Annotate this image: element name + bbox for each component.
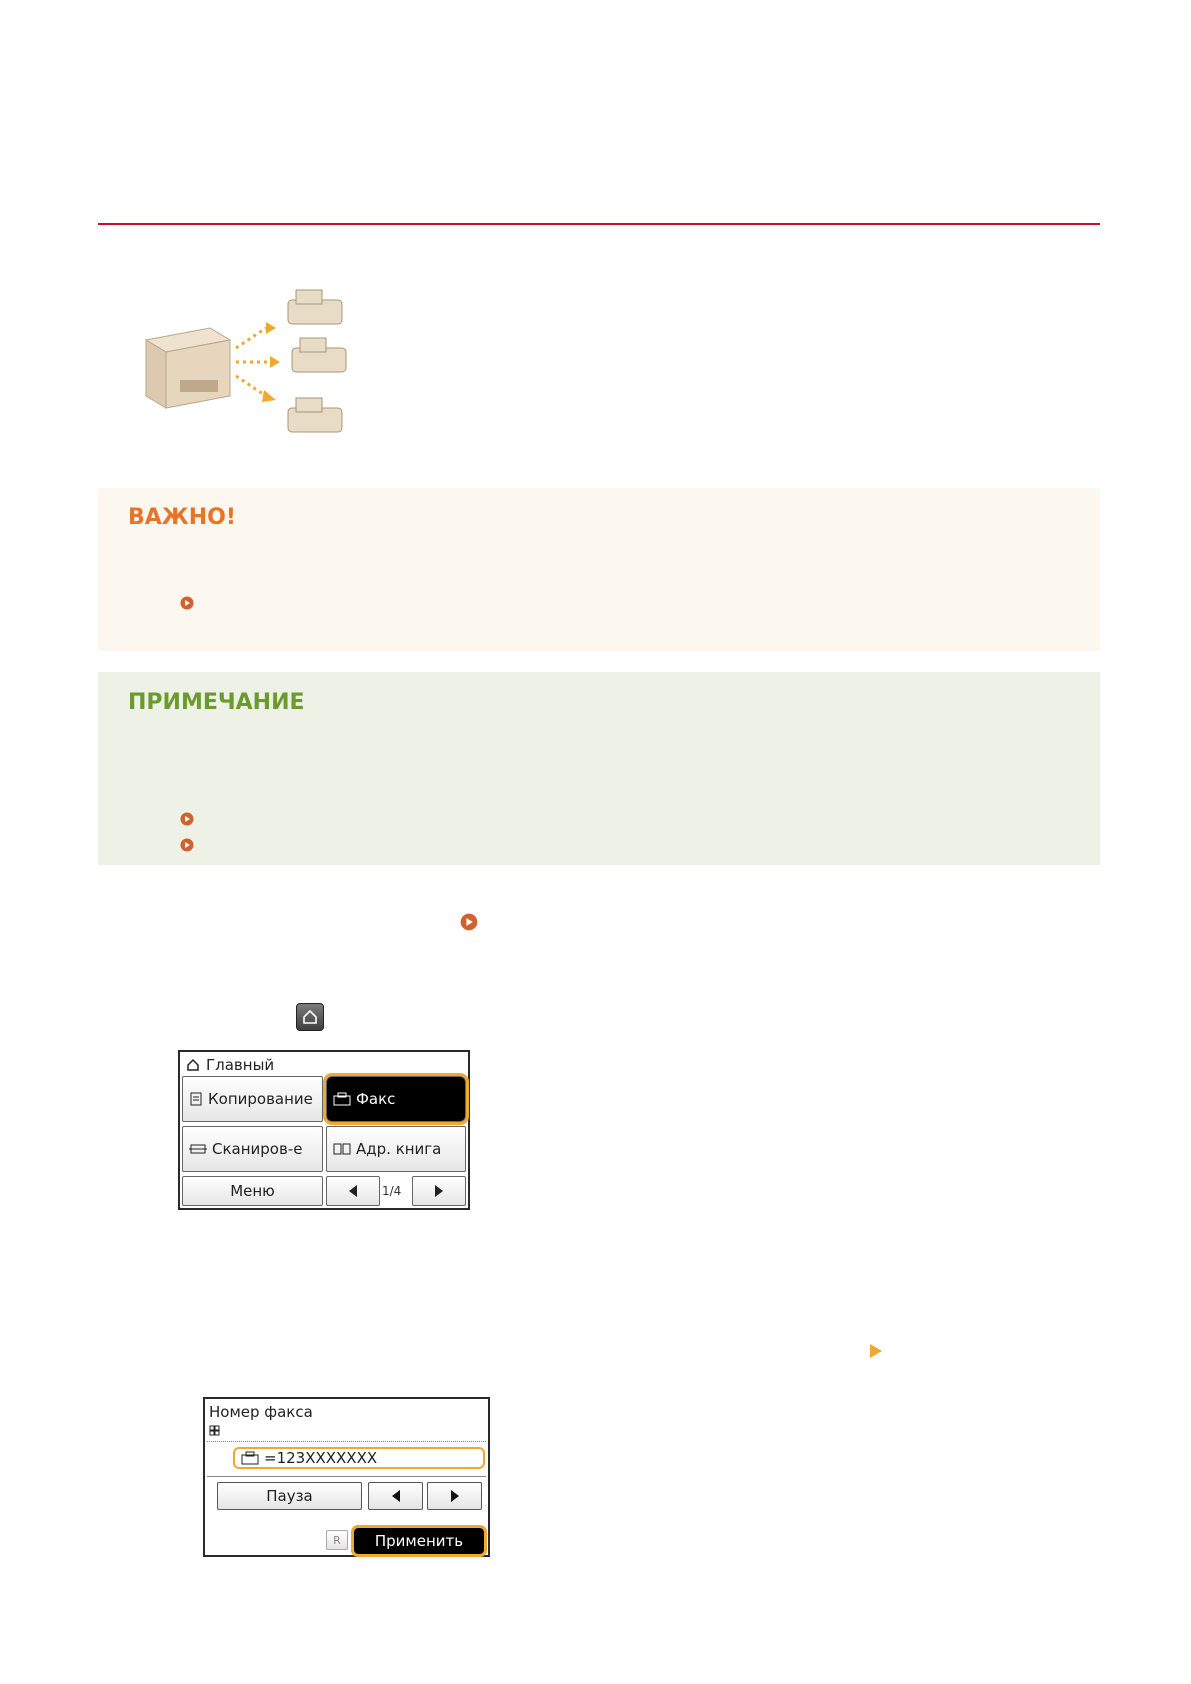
copy-icon <box>189 1092 203 1106</box>
divider <box>207 1476 486 1477</box>
menu-button[interactable] <box>182 1176 323 1206</box>
apply-button[interactable] <box>354 1528 484 1554</box>
home-button[interactable] <box>296 1003 324 1031</box>
fax-number-field[interactable] <box>233 1447 485 1469</box>
pause-button-label: Пауза <box>266 1487 313 1505</box>
address-book-tile[interactable] <box>326 1126 466 1172</box>
fax-icon <box>241 1451 259 1465</box>
r-button-label: R <box>333 1533 341 1547</box>
scan-tile[interactable] <box>182 1126 323 1172</box>
copy-tile-label: Копирование <box>208 1090 313 1108</box>
arrow-right-icon <box>434 1185 444 1197</box>
important-box <box>98 488 1100 651</box>
fax-number-value: =123XXXXXXX <box>264 1449 378 1467</box>
home-screen-title-text: Главный <box>206 1056 275 1074</box>
arrow-right-icon <box>450 1490 460 1502</box>
triangle-right-icon <box>870 1344 882 1358</box>
fax-tile[interactable] <box>326 1076 466 1122</box>
home-screen <box>178 1050 470 1210</box>
divider <box>207 1441 486 1442</box>
next-page-button[interactable] <box>412 1176 466 1206</box>
note-heading: ПРИМЕЧАНИЕ <box>128 690 305 715</box>
fax-broadcast-illustration <box>140 288 360 458</box>
fax-number-title: Номер факса <box>209 1403 313 1421</box>
prev-page-button[interactable] <box>326 1176 380 1206</box>
address-book-icon <box>333 1142 351 1156</box>
menu-button-label: Меню <box>230 1182 275 1200</box>
cursor-left-button[interactable] <box>368 1482 423 1510</box>
scan-icon <box>189 1142 207 1156</box>
home-icon <box>186 1058 200 1072</box>
scan-tile-label: Сканиров-е <box>212 1140 303 1158</box>
fax-tile-label: Факс <box>356 1090 396 1108</box>
pause-button[interactable] <box>217 1482 362 1510</box>
note-box <box>98 672 1100 865</box>
page-indicator: 1/4 <box>382 1184 402 1198</box>
home-screen-title <box>186 1056 274 1074</box>
apply-button-label: Применить <box>374 1532 464 1550</box>
heading-rule <box>98 223 1100 225</box>
cursor-right-button[interactable] <box>427 1482 482 1510</box>
important-heading: ВАЖНО! <box>128 505 236 530</box>
arrow-left-icon <box>348 1185 358 1197</box>
link-bullet-icon[interactable] <box>180 838 194 852</box>
keyboard-icon <box>209 1425 229 1439</box>
r-button[interactable] <box>326 1530 348 1550</box>
link-bullet-icon[interactable] <box>180 812 194 826</box>
fax-icon <box>333 1092 351 1106</box>
address-book-tile-label: Адр. книга <box>356 1140 442 1158</box>
fax-number-screen <box>203 1397 490 1557</box>
link-bullet-icon[interactable] <box>460 913 478 931</box>
link-bullet-icon[interactable] <box>180 596 194 610</box>
arrow-left-icon <box>391 1490 401 1502</box>
copy-tile[interactable] <box>182 1076 323 1122</box>
home-icon <box>297 1004 323 1030</box>
